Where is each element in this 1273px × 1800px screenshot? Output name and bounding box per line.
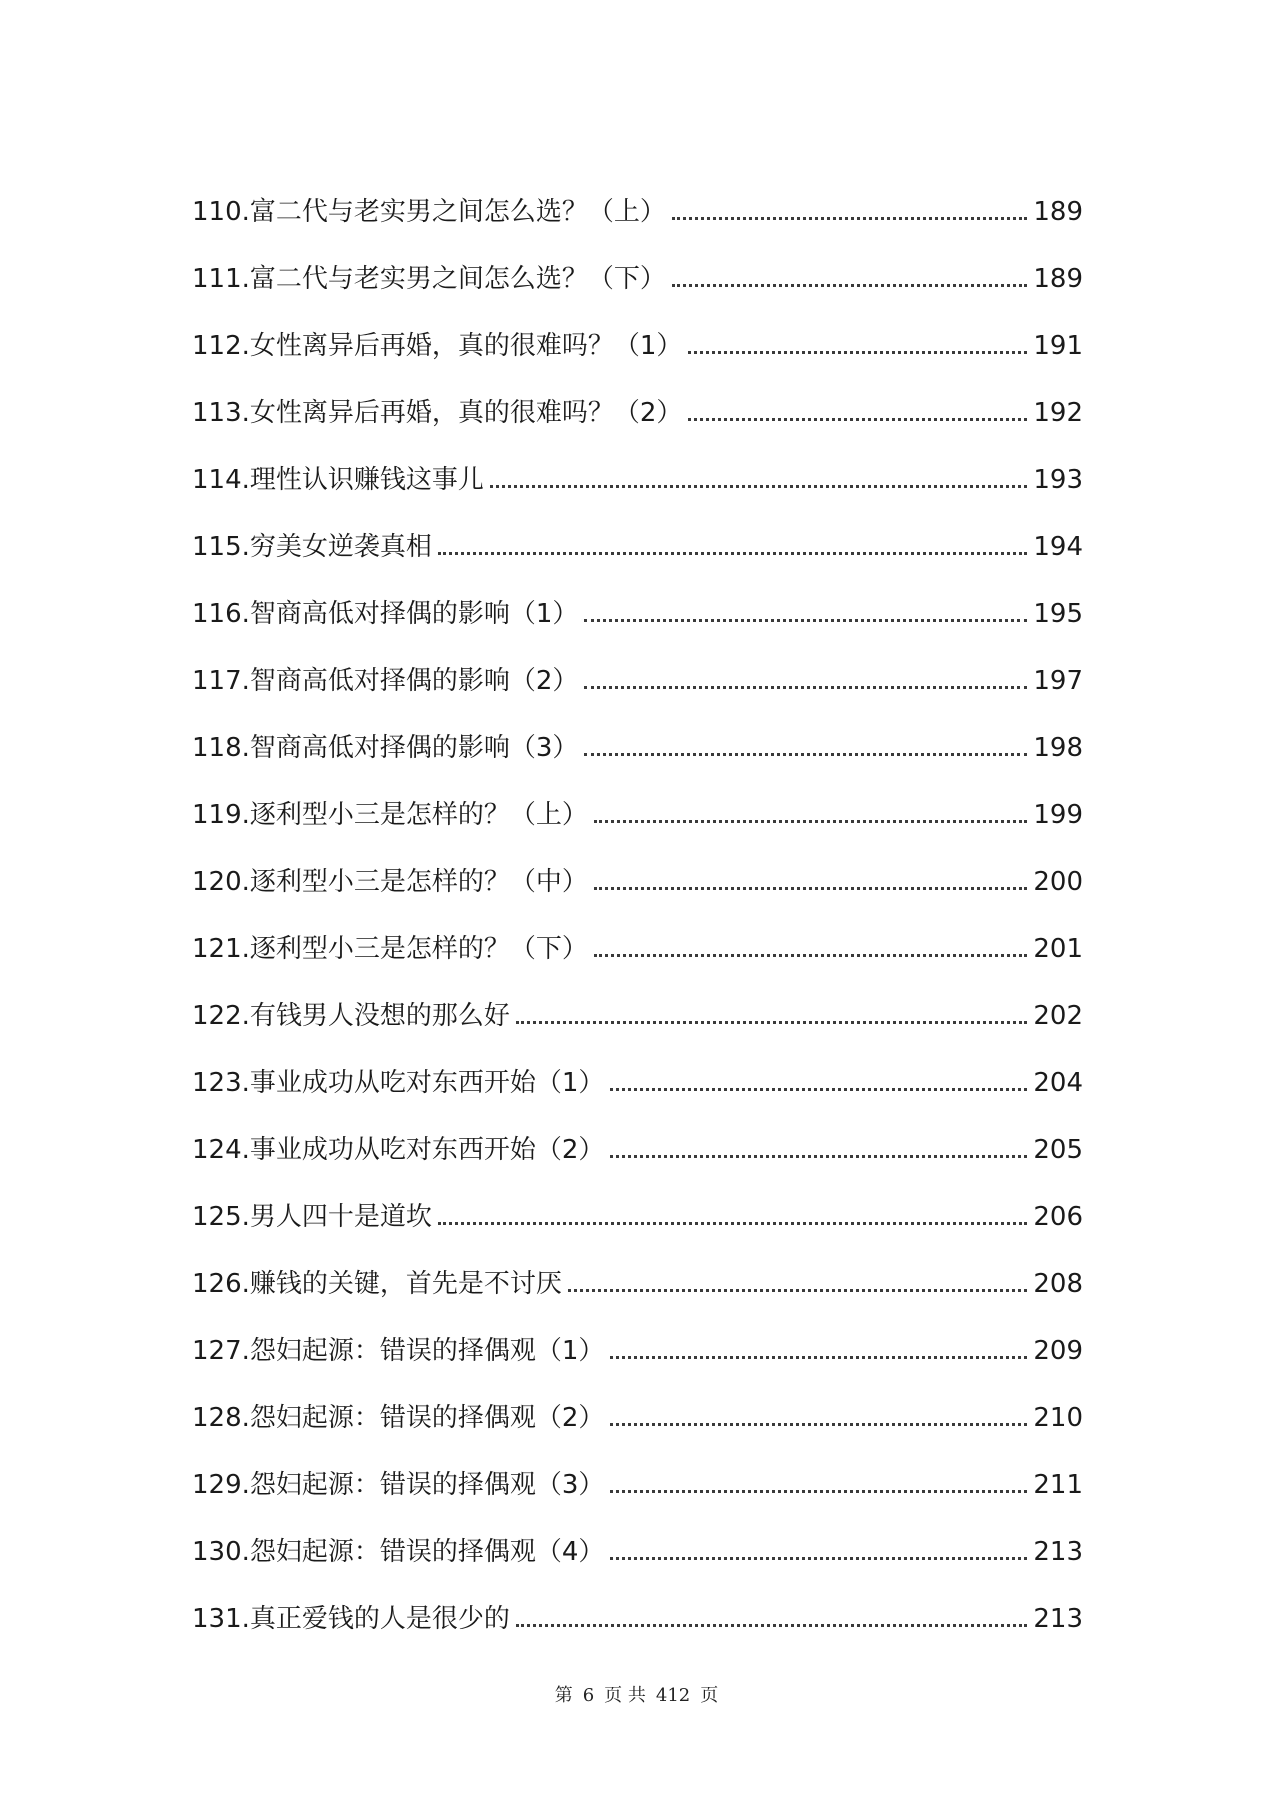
- toc-entry-page: 189: [1033, 197, 1083, 227]
- toc-entry[interactable]: [192, 900, 1083, 967]
- toc-entry-title: 122.有钱男人没想的那么好: [192, 1001, 510, 1031]
- page-footer: [0, 1681, 1273, 1707]
- toc-entry-page: 211: [1033, 1470, 1083, 1500]
- toc-dot-leader: [584, 753, 1027, 756]
- toc-entry-page: 209: [1033, 1336, 1083, 1366]
- toc-entry-page: 198: [1033, 733, 1083, 763]
- toc-dot-leader: [610, 1423, 1027, 1426]
- toc-dot-leader: [516, 1021, 1027, 1024]
- toc-entry-title: 131.真正爱钱的人是很少的: [192, 1604, 510, 1634]
- toc-entry-page: 192: [1033, 398, 1083, 428]
- toc-entry[interactable]: [192, 1503, 1083, 1570]
- toc-entry[interactable]: [192, 1034, 1083, 1101]
- toc-entry-title: 113.女性离异后再婚，真的很难吗？（2）: [192, 398, 683, 428]
- toc-entry-page: 208: [1033, 1269, 1083, 1299]
- toc-dot-leader: [672, 284, 1027, 287]
- toc-entry[interactable]: [192, 230, 1083, 297]
- toc-entry-title: 127.怨妇起源：错误的择偶观（1）: [192, 1336, 605, 1366]
- footer-total-pages: 412: [655, 1685, 691, 1706]
- toc-entry[interactable]: [192, 699, 1083, 766]
- toc-entry-page: 195: [1033, 599, 1083, 629]
- toc-entry[interactable]: [192, 1436, 1083, 1503]
- toc-dot-leader: [438, 1222, 1027, 1225]
- toc-entry[interactable]: [192, 967, 1083, 1034]
- toc-dot-leader: [584, 619, 1027, 622]
- toc-entry-title: 119.逐利型小三是怎样的？（上）: [192, 800, 588, 830]
- toc-entry[interactable]: [192, 364, 1083, 431]
- table-of-contents: [192, 163, 1083, 1637]
- toc-dot-leader: [594, 954, 1027, 957]
- toc-entry[interactable]: [192, 1369, 1083, 1436]
- toc-entry[interactable]: [192, 1168, 1083, 1235]
- toc-entry-page: 194: [1033, 532, 1083, 562]
- toc-entry[interactable]: [192, 498, 1083, 565]
- toc-entry-page: 205: [1033, 1135, 1083, 1165]
- toc-entry-page: 206: [1033, 1202, 1083, 1232]
- toc-entry[interactable]: [192, 1570, 1083, 1637]
- toc-entry-page: 200: [1033, 867, 1083, 897]
- toc-entry-title: 112.女性离异后再婚，真的很难吗？（1）: [192, 331, 683, 361]
- toc-entry-title: 111.富二代与老实男之间怎么选？（下）: [192, 264, 666, 294]
- toc-entry-title: 126.赚钱的关键，首先是不讨厌: [192, 1269, 562, 1299]
- toc-dot-leader: [438, 552, 1027, 555]
- toc-entry-title: 123.事业成功从吃对东西开始（1）: [192, 1068, 605, 1098]
- toc-dot-leader: [610, 1557, 1027, 1560]
- toc-dot-leader: [610, 1155, 1027, 1158]
- toc-dot-leader: [610, 1490, 1027, 1493]
- toc-dot-leader: [594, 820, 1027, 823]
- toc-entry-title: 117.智商高低对择偶的影响（2）: [192, 666, 579, 696]
- toc-dot-leader: [688, 351, 1027, 354]
- toc-dot-leader: [688, 418, 1027, 421]
- toc-entry-page: 193: [1033, 465, 1083, 495]
- toc-entry-page: 199: [1033, 800, 1083, 830]
- toc-dot-leader: [610, 1088, 1027, 1091]
- toc-entry-title: 129.怨妇起源：错误的择偶观（3）: [192, 1470, 605, 1500]
- toc-entry-title: 110.富二代与老实男之间怎么选？（上）: [192, 197, 666, 227]
- toc-entry-title: 115.穷美女逆袭真相: [192, 532, 432, 562]
- toc-entry-page: 191: [1033, 331, 1083, 361]
- toc-entry-title: 130.怨妇起源：错误的择偶观（4）: [192, 1537, 605, 1567]
- toc-entry-page: 201: [1033, 934, 1083, 964]
- toc-entry-page: 204: [1033, 1068, 1083, 1098]
- toc-entry-title: 128.怨妇起源：错误的择偶观（2）: [192, 1403, 605, 1433]
- footer-current-page: 6: [582, 1685, 595, 1706]
- toc-dot-leader: [610, 1356, 1027, 1359]
- toc-entry-title: 124.事业成功从吃对东西开始（2）: [192, 1135, 605, 1165]
- toc-entry-page: 210: [1033, 1403, 1083, 1433]
- footer-prefix: 第: [554, 1685, 573, 1706]
- toc-entry[interactable]: [192, 632, 1083, 699]
- footer-middle: 页 共: [604, 1685, 646, 1706]
- toc-dot-leader: [568, 1289, 1027, 1292]
- toc-entry[interactable]: [192, 1302, 1083, 1369]
- toc-entry-page: 213: [1033, 1537, 1083, 1567]
- toc-entry[interactable]: [192, 1235, 1083, 1302]
- toc-entry-title: 120.逐利型小三是怎样的？（中）: [192, 867, 588, 897]
- toc-entry-title: 116.智商高低对择偶的影响（1）: [192, 599, 579, 629]
- toc-dot-leader: [516, 1624, 1027, 1627]
- toc-entry-page: 213: [1033, 1604, 1083, 1634]
- toc-entry[interactable]: [192, 565, 1083, 632]
- toc-entry[interactable]: [192, 297, 1083, 364]
- footer-suffix: 页: [700, 1685, 719, 1706]
- toc-entry[interactable]: [192, 163, 1083, 230]
- toc-entry-title: 114.理性认识赚钱这事儿: [192, 465, 484, 495]
- toc-entry-title: 125.男人四十是道坎: [192, 1202, 432, 1232]
- toc-entry-page: 197: [1033, 666, 1083, 696]
- toc-entry[interactable]: [192, 766, 1083, 833]
- toc-dot-leader: [594, 887, 1027, 890]
- toc-entry[interactable]: [192, 1101, 1083, 1168]
- toc-entry[interactable]: [192, 833, 1083, 900]
- toc-dot-leader: [584, 686, 1027, 689]
- toc-entry-title: 121.逐利型小三是怎样的？（下）: [192, 934, 588, 964]
- toc-entry-title: 118.智商高低对择偶的影响（3）: [192, 733, 579, 763]
- toc-dot-leader: [672, 217, 1027, 220]
- toc-entry-page: 202: [1033, 1001, 1083, 1031]
- toc-entry[interactable]: [192, 431, 1083, 498]
- toc-entry-page: 189: [1033, 264, 1083, 294]
- toc-dot-leader: [490, 485, 1027, 488]
